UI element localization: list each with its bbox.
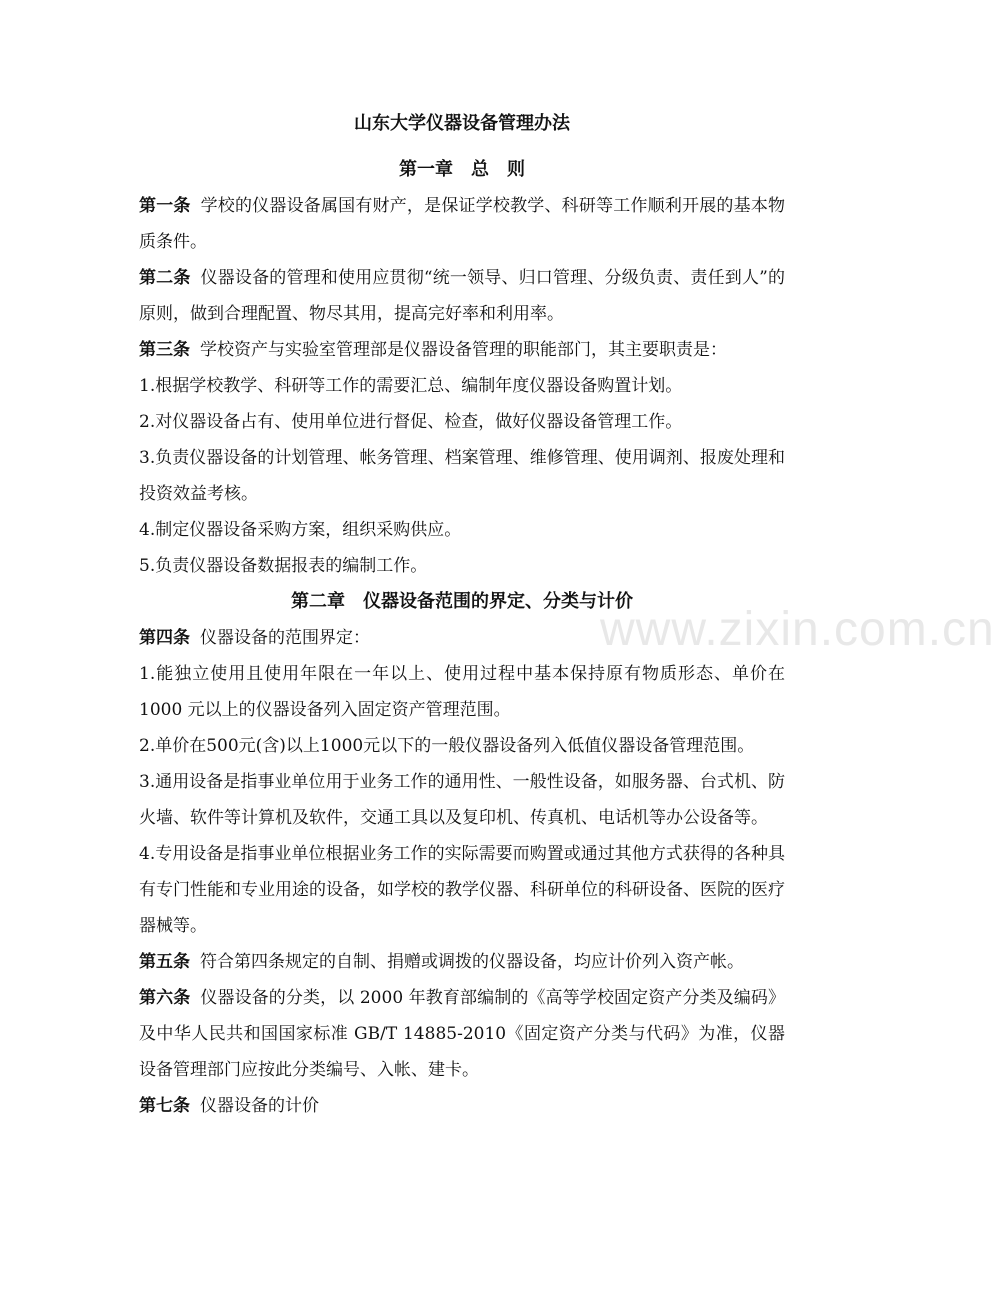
chapter-label: 第一章 <box>399 159 453 180</box>
article-text: 符合第四条规定的自制、捐赠或调拨的仪器设备，均应计价列入资产帐。 <box>200 952 744 972</box>
chapter-name: 总 则 <box>471 159 525 180</box>
article-text: 仪器设备的计价 <box>200 1096 319 1116</box>
article-6 <box>139 980 785 1088</box>
list-item: 3.负责仪器设备的计划管理、帐务管理、档案管理、维修管理、使用调剂、报废处理和投资效益考核。 <box>139 448 785 504</box>
article-1 <box>139 188 785 260</box>
article-label: 第六条 <box>139 988 191 1008</box>
chapter-name: 仪器设备范围的界定、分类与计价 <box>363 591 633 612</box>
chapter-heading-1 <box>139 152 785 188</box>
article-label: 第三条 <box>139 340 190 360</box>
article-5 <box>139 944 785 980</box>
article-label: 第四条 <box>139 628 190 648</box>
watermark: www.zixin.com.cn <box>600 603 995 656</box>
article-7 <box>139 1088 785 1124</box>
chapter-label: 第二章 <box>291 591 345 612</box>
article-label: 第七条 <box>139 1096 190 1116</box>
article-text: 学校资产与实验室管理部是仪器设备管理的职能部门，其主要职责是： <box>200 340 727 360</box>
article-3 <box>139 332 785 368</box>
article-label: 第二条 <box>139 268 191 288</box>
list-item: 4.制定仪器设备采购方案，组织采购供应。 <box>139 520 462 540</box>
list-item: 2.单价在500元(含)以上1000元以下的一般仪器设备列入低值仪器设备管理范围。 <box>139 736 755 756</box>
list-item: 5.负责仪器设备数据报表的编制工作。 <box>139 556 428 576</box>
list-item: 1.能独立使用且使用年限在一年以上、使用过程中基本保持原有物质形态、单价在 1000 元以上的仪器设备列入固定资产管理范围。 <box>139 664 785 720</box>
article-text: 仪器设备的范围界定： <box>200 628 370 648</box>
list-item: 4.专用设备是指事业单位根据业务工作的实际需要而购置或通过其他方式获得的各种具有专门性能和专业用途的设备，如学校的教学仪器、科研单位的科研设备、医院的医疗器械等。 <box>139 844 785 936</box>
chapter-heading-2 <box>139 584 785 620</box>
article-label: 第五条 <box>139 952 190 972</box>
article-text: 仪器设备的分类，以 2000 年教育部编制的《高等学校固定资产分类及编码》及中华人民共和国国家标准 GB/T 14885-2010《固定资产分类与代码》为准，仪器设备管理部门应按此分类编号、入帐、建卡。 <box>139 988 785 1080</box>
list-item: 1.根据学校教学、科研等工作的需要汇总、编制年度仪器设备购置计划。 <box>139 376 683 396</box>
list-item: 3.通用设备是指事业单位用于业务工作的通用性、一般性设备，如服务器、台式机、防火墙、软件等计算机及软件，交通工具以及复印机、传真机、电话机等办公设备等。 <box>139 772 785 828</box>
article-text: 仪器设备的管理和使用应贯彻“统一领导、归口管理、分级负责、责任到人”的原则，做到合理配置、物尽其用，提高完好率和利用率。 <box>139 268 786 324</box>
article-label: 第一条 <box>139 196 191 216</box>
article-2 <box>139 260 785 332</box>
article-4 <box>139 620 785 656</box>
document-title: 山东大学仪器设备管理办法 <box>354 113 570 134</box>
article-text: 学校的仪器设备属国有财产，是保证学校教学、科研等工作顺利开展的基本物质条件。 <box>139 196 786 252</box>
document-body <box>139 106 785 1124</box>
list-item: 2.对仪器设备占有、使用单位进行督促、检查，做好仪器设备管理工作。 <box>139 412 683 432</box>
